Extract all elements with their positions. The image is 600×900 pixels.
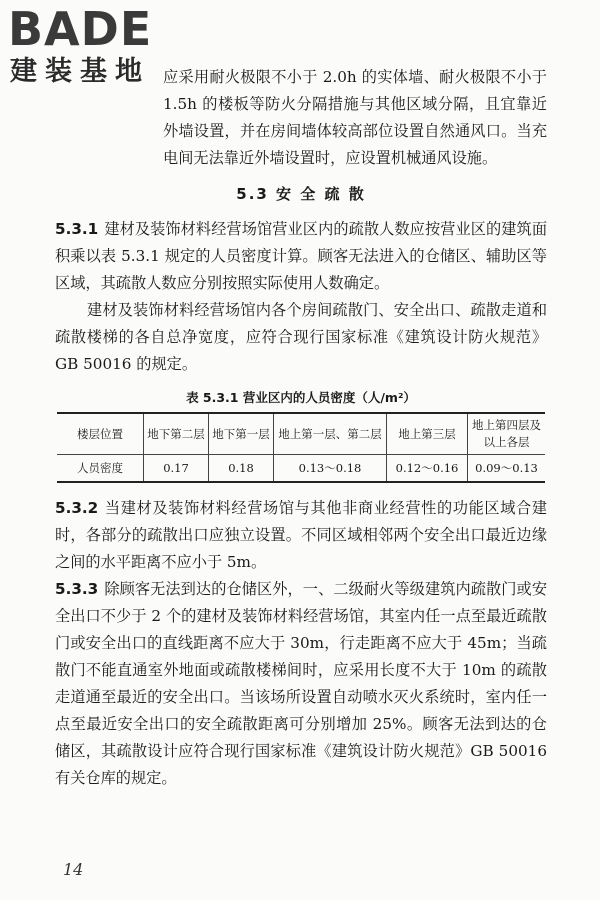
logo-title: BADE: [8, 2, 153, 56]
clause-text: 除顾客无法到达的仓储区外，一、二级耐火等级建筑内疏散门或安全出口不少于 2 个的建材及装饰材料经营场馆，其室内任一点至最近疏散门或安全出口的直线距离不应大于 30m，行走距离不应大于 45m；当疏散门不能直通室外地面或疏散楼梯间时，应采用长度不大于 10m 的疏散走道通至最近的安全出口。当该场所设置自动喷水灭火系统时，室内任一点至最近安全出口的安全疏散距离可分别增加 25%。顾客无法到达的仓储区，其疏散设计应符合现行国家标准《建筑设计防火规范》GB 50016 有关仓库的规定。: [55, 580, 547, 787]
column-header: 地上第三层: [387, 413, 468, 455]
table-caption: 表 5.3.1 营业区内的人员密度（人/m²）: [186, 390, 416, 405]
clause-number: 5.3.2: [55, 499, 99, 517]
clause-5-3-1: [55, 216, 547, 297]
column-header: 地上第四层及以上各层: [468, 413, 546, 455]
table-cell: 0.17: [144, 455, 209, 483]
top-paragraph: 应采用耐火极限不小于 2.0h 的实体墙、耐火极限不小于 1.5h 的楼板等防火分隔措施与其他区域分隔，且宜靠近外墙设置，并在房间墙体较高部位设置自然通风口。当充电间无法靠近外墙设置时，应设置机械通风设施。: [163, 68, 547, 167]
value-label-cell: 人员密度: [57, 455, 144, 483]
column-header: 地下第二层: [144, 413, 209, 455]
section-title: 5.3 安 全 疏 散: [236, 185, 366, 203]
column-header: 地下第一层: [209, 413, 274, 455]
table-row: [57, 455, 545, 483]
table-cell: 0.13～0.18: [274, 455, 387, 483]
clause-number: 5.3.3: [55, 580, 99, 598]
clause-5-3-3: [55, 576, 547, 792]
row-header-cell: 楼层位置: [57, 413, 144, 455]
logo-subtitle: 建装基地: [10, 56, 150, 87]
table-cell: 0.12～0.16: [387, 455, 468, 483]
page-number: 14: [63, 860, 84, 879]
table-cell: 0.09～0.13: [468, 455, 546, 483]
table-cell: 0.18: [209, 455, 274, 483]
clause-5-3-2: [55, 495, 547, 576]
clause-text: 当建材及装饰材料经营场馆与其他非商业经营性的功能区域合建时，各部分的疏散出口应独立设置。不同区域相邻两个安全出口最近边缘之间的水平距离不应小于 5m。: [55, 499, 547, 571]
table-header-row: [57, 413, 545, 455]
clause-text: 建材及装饰材料经营场馆营业区内的疏散人数应按营业区的建筑面积乘以表 5.3.1 规定的人员密度计算。顾客无法进入的仓储区、辅助区等区域，其疏散人数应分别按照实际使用人数确定。: [55, 220, 547, 292]
clause-5-3-1-paragraph-2: 建材及装饰材料经营场馆内各个房间疏散门、安全出口、疏散走道和疏散楼梯的各自总净宽度，应符合现行国家标准《建筑设计防火规范》GB 50016 的规定。: [55, 301, 547, 373]
clause-number: 5.3.1: [55, 220, 99, 238]
column-header: 地上第一层、第二层: [274, 413, 387, 455]
document-page: [55, 64, 547, 792]
density-table: [57, 412, 545, 483]
